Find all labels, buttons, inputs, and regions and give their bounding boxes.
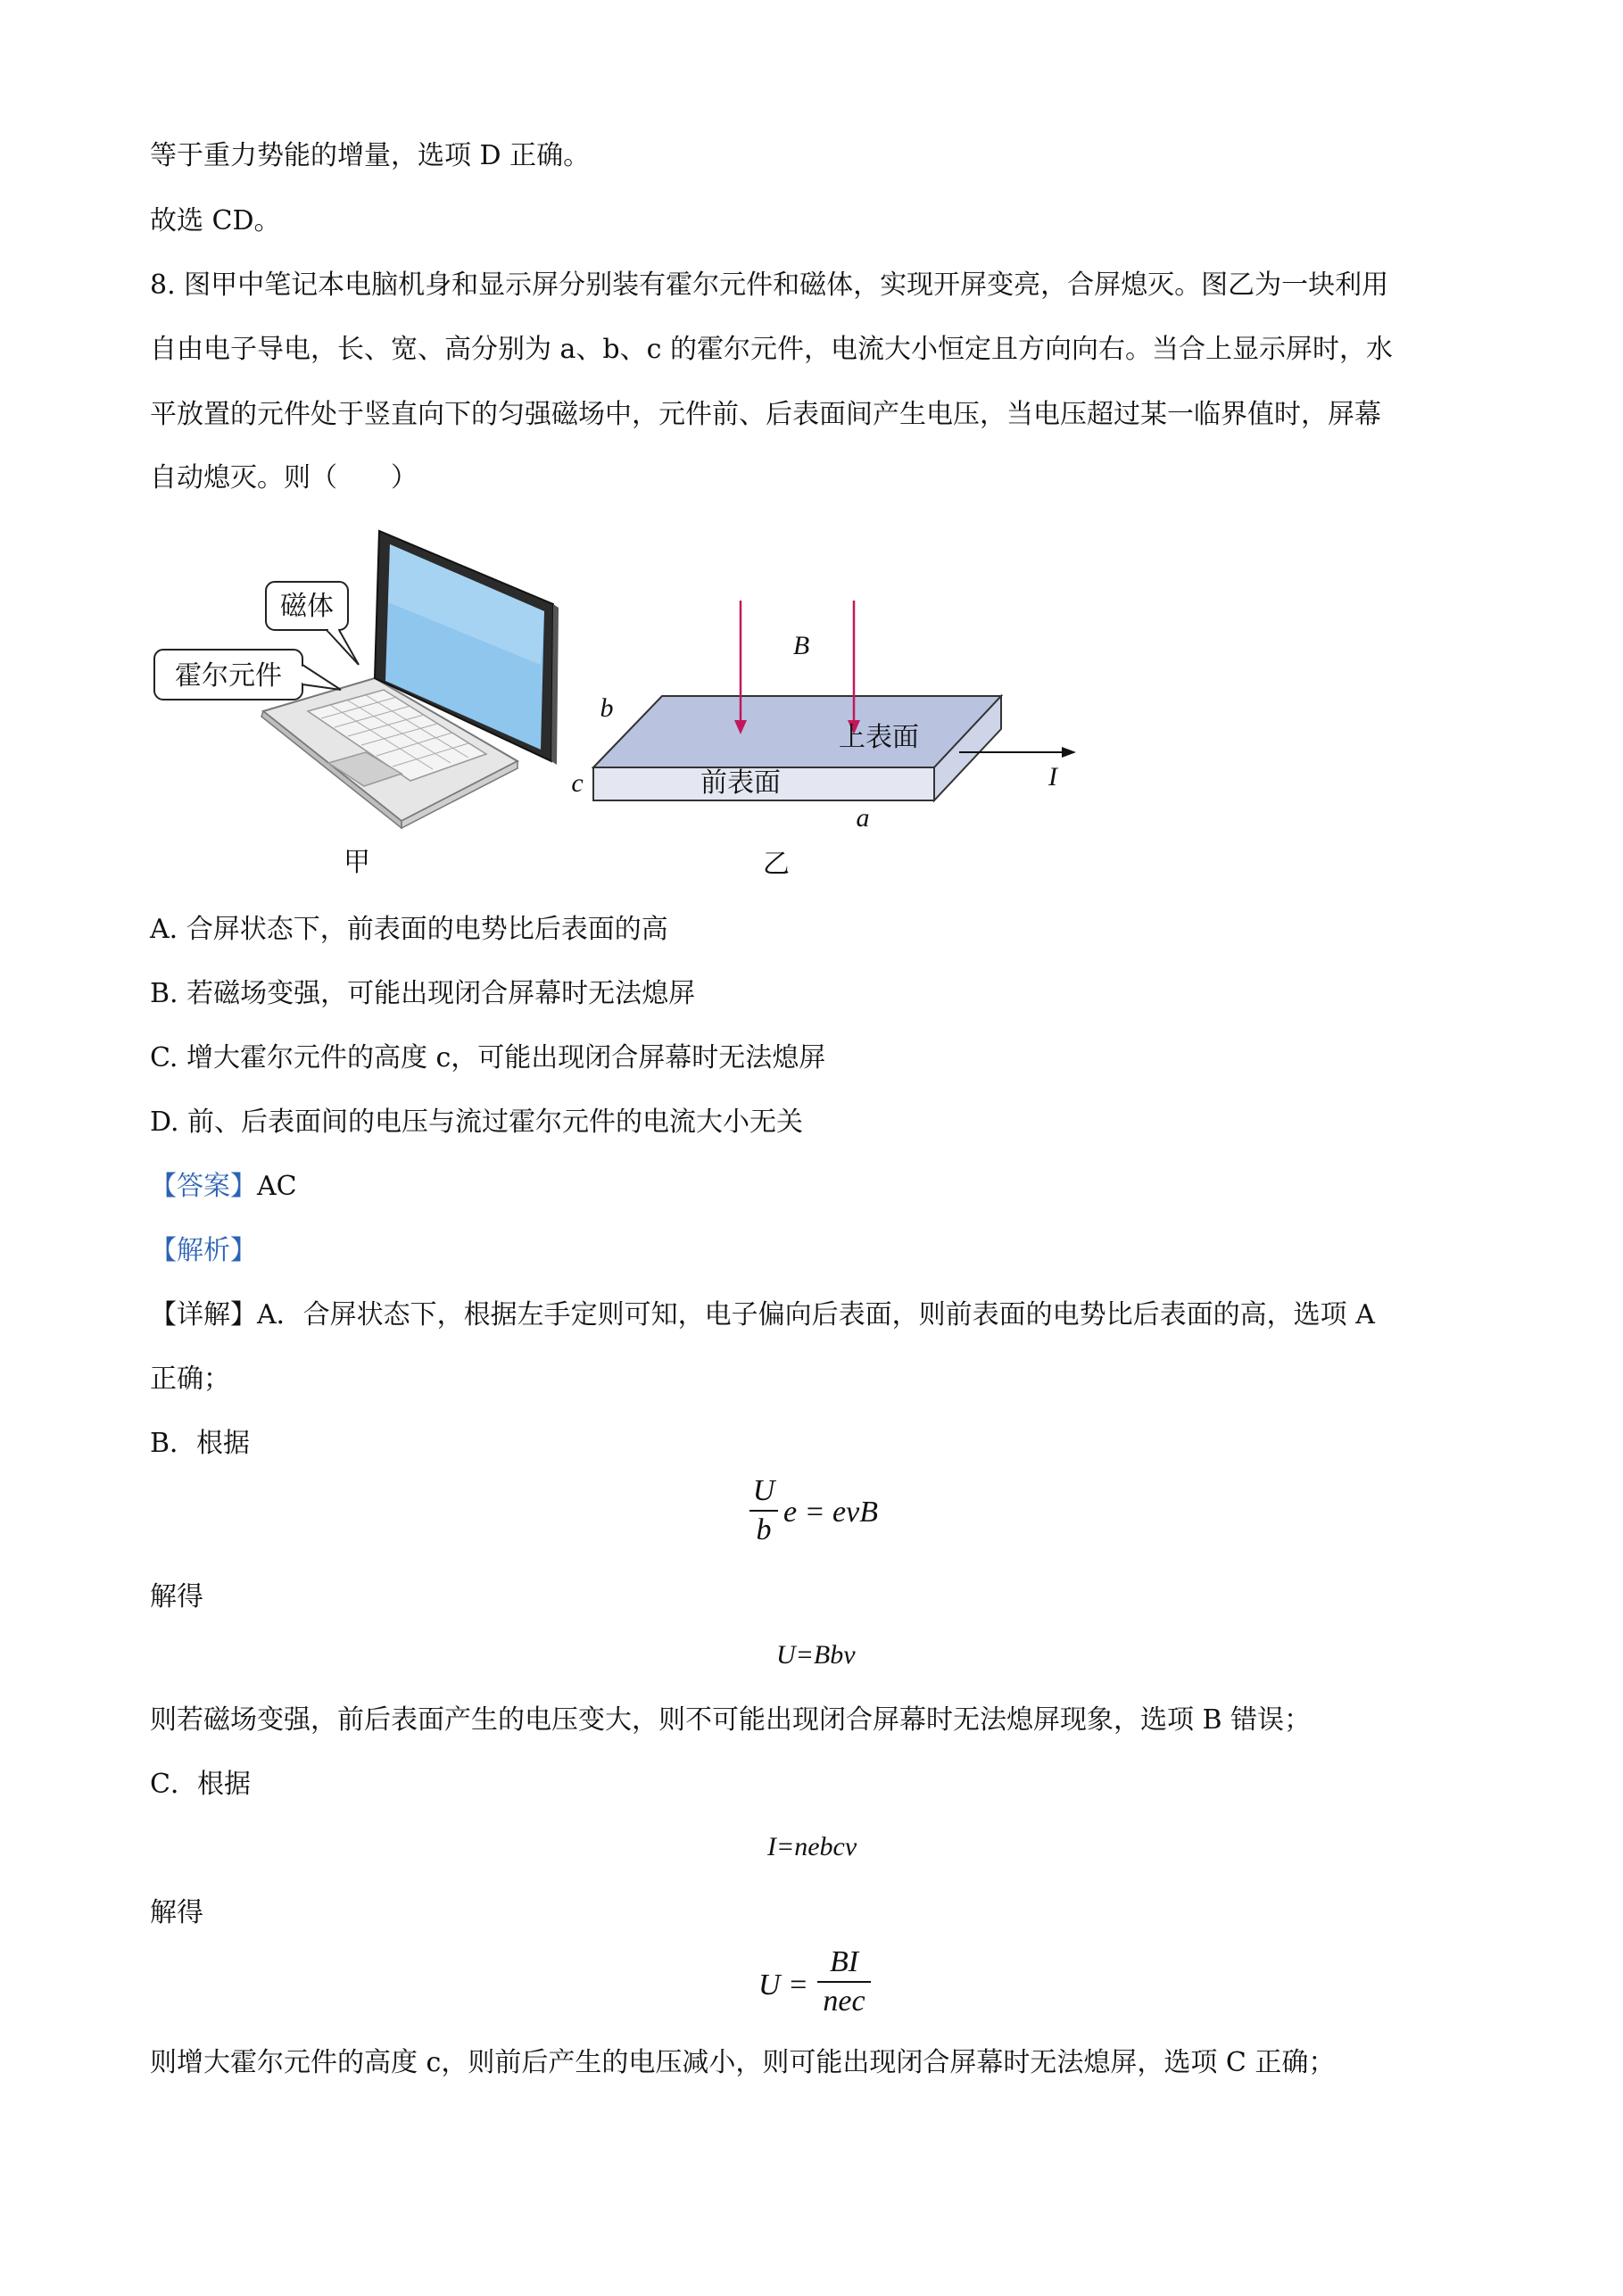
option-d: D. 前、后表面间的电压与流过霍尔元件的电流大小无关 (150, 1107, 804, 1138)
detail-tag: 【详解】 (150, 1299, 257, 1330)
solve-line-2: 解得 (150, 1897, 203, 1928)
text-line: 等于重力势能的增量，选项 D 正确。 (150, 140, 591, 171)
detail-c-conclusion: 则增大霍尔元件的高度 c，则前后产生的电压减小，则可能出现闭合屏幕时无法熄屏，选项 C 正确； (150, 2047, 1336, 2078)
text-line: 故选 CD。 (150, 205, 281, 236)
answer-value: AC (257, 1171, 297, 1202)
label-B: B (792, 631, 810, 660)
option-b: B. 若磁场变强，可能出现闭合屏幕时无法熄屏 (150, 978, 696, 1009)
detail-line-2: 正确； (150, 1364, 230, 1395)
caption-jia: 甲 (344, 848, 370, 877)
equation-2: U=Bbv (776, 1640, 856, 1670)
option-c: C. 增大霍尔元件的高度 c，可能出现闭合屏幕时无法熄屏 (150, 1042, 826, 1073)
solve-line-1: 解得 (150, 1581, 203, 1612)
label-b: b (600, 693, 614, 723)
analysis-line (150, 1233, 257, 1269)
eq1-numerator: U (752, 1474, 775, 1507)
eq4-left: U = (758, 1969, 808, 2002)
label-c: c (571, 768, 584, 798)
eq1-denominator: b (756, 1513, 772, 1546)
hall-element-label: 霍尔元件 (175, 661, 282, 691)
eq4-numerator: BI (829, 1945, 859, 1978)
equation-4 (758, 1945, 901, 2035)
label-I: I (1048, 762, 1057, 792)
answer-line (150, 1169, 297, 1205)
answer-tag: 【答案】 (150, 1171, 257, 1202)
hall-effect-figure (134, 522, 1115, 897)
caption-yi: 乙 (763, 850, 790, 879)
detail-b-head: B．根据 (150, 1428, 251, 1459)
question-8-line-2: 自由电子导电，长、宽、高分别为 a、b、c 的霍尔元件，电流大小恒定且方向向右。当合上显示屏时，水 (150, 334, 1393, 365)
question-8-line-1: 8. 图甲中笔记本电脑机身和显示屏分别装有霍尔元件和磁体，实现开屏变亮，合屏熄灭。图乙为一块利用 (150, 269, 1389, 301)
analysis-tag: 【解析】 (150, 1235, 257, 1266)
question-8-line-4: 自动熄灭。则（ ） (150, 462, 418, 493)
detail-b-conclusion: 则若磁场变强，前后表面产生的电压变大，则不可能出现闭合屏幕时无法熄屏现象，选项 B 错误； (150, 1704, 1312, 1736)
eq1-rest: e = evB (783, 1496, 878, 1529)
detail-line-1 (150, 1297, 1375, 1333)
detail-c-head: C．根据 (150, 1769, 251, 1800)
question-8-line-3: 平放置的元件处于竖直向下的匀强磁场中，元件前、后表面间产生电压，当电压超过某一临界值时，屏幕 (150, 399, 1381, 430)
eq4-denominator: nec (823, 1985, 865, 2018)
equation-3: I=nebcv (767, 1832, 857, 1861)
hall-slab (593, 696, 1001, 800)
option-a: A. 合屏状态下，前表面的电势比后表面的高 (150, 914, 668, 945)
label-top-surface: 上表面 (839, 723, 919, 752)
equation-1 (749, 1474, 901, 1563)
label-a: a (856, 803, 870, 833)
label-front-surface: 前表面 (700, 768, 781, 798)
hall-element-callout (154, 650, 341, 700)
magnet-label: 磁体 (280, 592, 334, 621)
detail-text-a: A．合屏状态下，根据左手定则可知，电子偏向后表面，则前表面的电势比后表面的高，选项 A (257, 1299, 1375, 1330)
